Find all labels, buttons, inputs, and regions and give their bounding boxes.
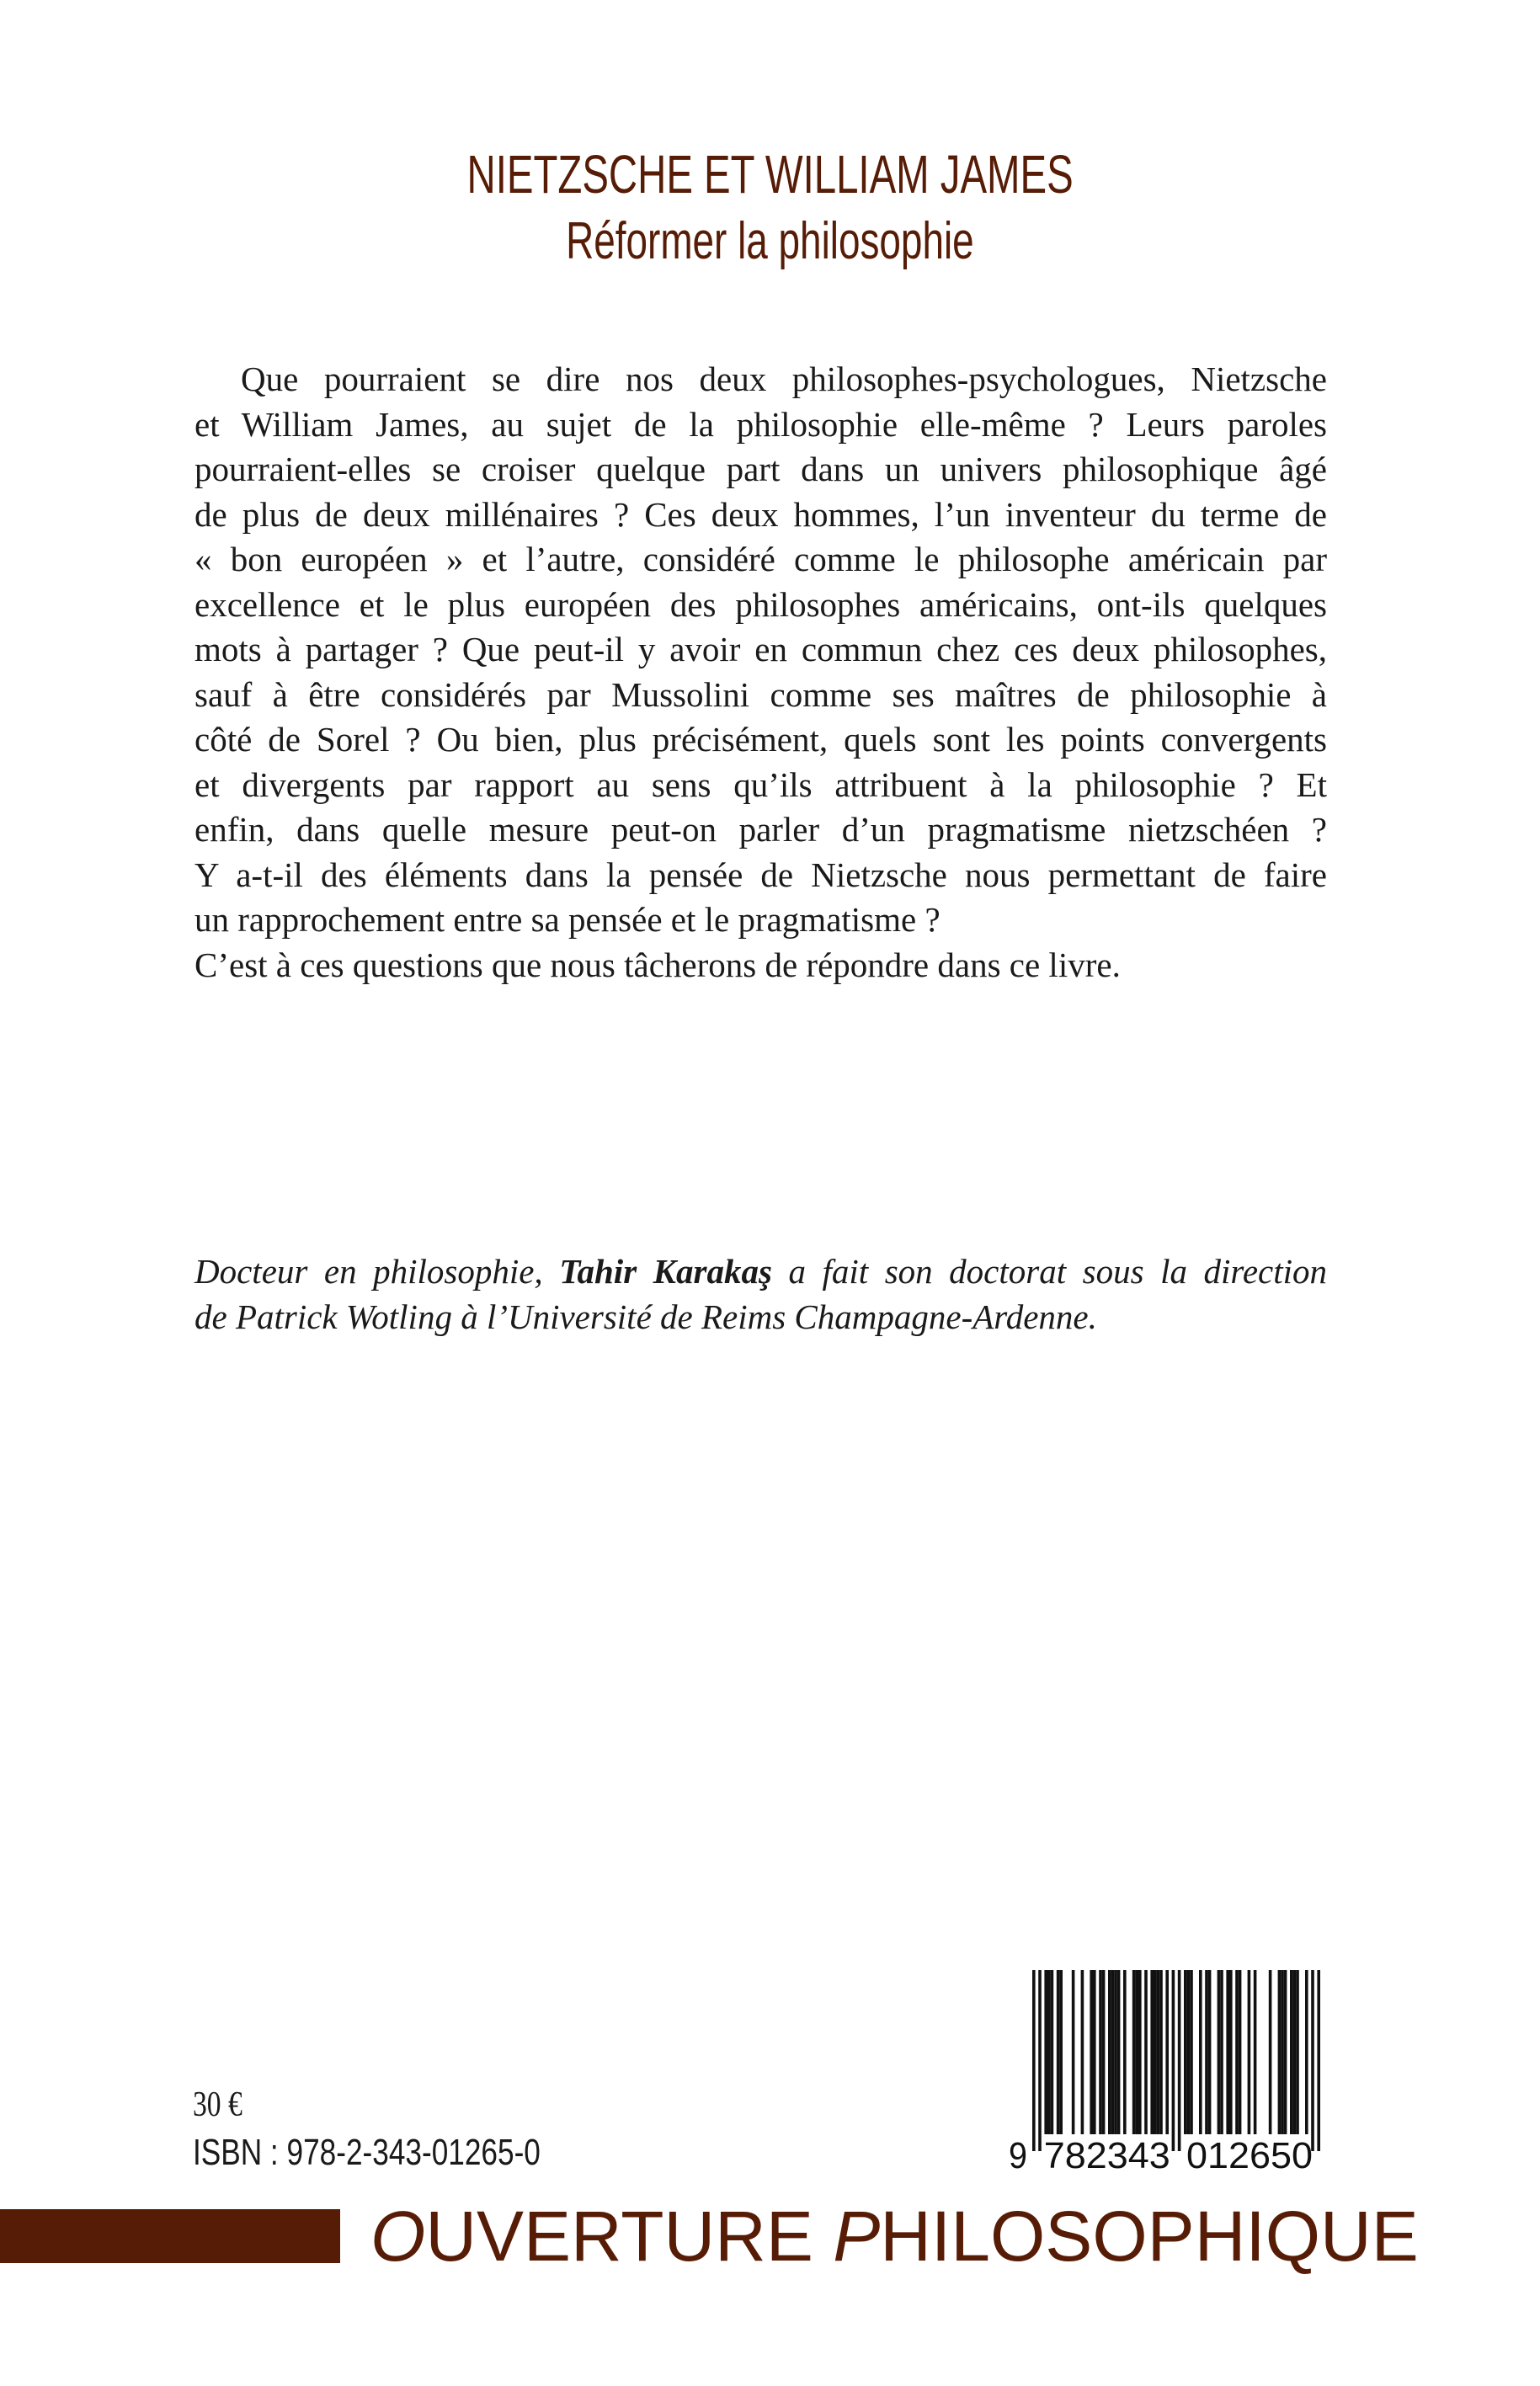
price-text: 30 € [193,2085,242,2124]
author-bio-line-1 [194,1249,1327,1295]
blurb-text [194,357,1327,988]
barcode-bar [1172,1970,1175,2151]
author-bio-rest: a fait son doctorat sous la direction [771,1252,1327,1291]
barcode-bar [1281,1970,1284,2134]
barcode-bar [1305,1970,1308,2134]
book-subtitle [0,212,1540,271]
barcode [1007,1970,1331,2172]
barcode-digits: 9 [1009,2135,1027,2172]
barcode-bar [1220,1970,1223,2134]
blurb-line: excellence et le plus européen des philosophes américains, ont-ils quelques [194,584,1327,624]
barcode-bar [1159,1970,1163,2134]
barcode-bar [1205,1970,1208,2134]
barcode-bar [1132,1970,1136,2134]
blurb-line: Que pourraient se dire nos deux philosophes-psychologues, Nietzsche [241,359,1327,398]
price [193,2085,255,2125]
barcode-bar [1117,1970,1121,2134]
barcode-bar [1108,1970,1111,2134]
barcode-bar [1150,1970,1154,2134]
author-bio-line-2: de Patrick Wotling à l’Université de Reims Champagne-Ardenne. [194,1297,1097,1336]
barcode-bar [1178,1970,1181,2151]
barcode-bar [1135,1970,1138,2134]
barcode-bar [1144,1970,1148,2134]
barcode-bar [1229,1970,1233,2134]
series-color-bar [0,2209,340,2263]
barcode-bar [1235,1970,1239,2134]
isbn [193,2132,627,2174]
barcode-bar [1293,1970,1297,2134]
barcode-bar [1296,1970,1299,2134]
barcode-bar [1057,1970,1060,2134]
series-word-2: PHILOSOPHIQUE [833,2197,1419,2276]
blurb-line: côté de Sorel ? Ou bien, plus précisément, quels sont les points convergents [194,720,1327,759]
barcode-digits: 782343 [1043,2135,1170,2172]
barcode-bar [1199,1970,1202,2134]
barcode-bar [1254,1970,1257,2134]
barcode-bar [1123,1970,1127,2134]
barcode-bar [1184,1970,1187,2134]
series-name [370,2194,1419,2278]
barcode-bar [1187,1970,1191,2134]
blurb-line: et divergents par rapport au sens qu’ils attribuent à la philosophie ? Et [194,764,1327,804]
barcode-bar [1226,1970,1229,2134]
barcode-digits: 012650 [1186,2135,1313,2172]
barcode-bar [1032,1970,1036,2151]
barcode-bar [1090,1970,1093,2134]
blurb-line: enfin, dans quelle mesure peut-on parler d’un pragmatisme nietzschéen ? [194,810,1327,849]
barcode-bar [1290,1970,1293,2134]
barcode-bar [1190,1970,1193,2134]
barcode-bar [1218,1970,1221,2134]
book-subtitle-text: Réformer la philosophie [566,212,974,270]
blurb-line: un rapprochement entre sa pensée et le pragmatisme ? [194,900,941,939]
barcode-bar [1102,1970,1106,2134]
blurb-line: C’est à ces questions que nous tâcherons de répondre dans ce livre. [194,945,1121,984]
barcode-bar [1317,1970,1320,2151]
barcode-bar [1278,1970,1282,2134]
barcode-bar [1114,1970,1117,2134]
author-bio [194,1249,1327,1339]
blurb-line: « bon européen » et l’autre, considéré comme le philosophe américain par [194,540,1327,578]
barcode-bar [1248,1970,1251,2134]
blurb-line: sauf à être considérés par Mussolini comme ses maîtres de philosophie à [194,674,1327,714]
blurb-line: et William James, au sujet de la philosophie elle-même ? Leurs paroles [194,404,1327,444]
barcode-bar [1138,1970,1142,2134]
book-title-text: NIETZSCHE ET WILLIAM JAMES [466,144,1074,205]
barcode-bar [1154,1970,1157,2134]
series-word-1: OUVERTURE [370,2197,813,2276]
barcode-bar [1311,1970,1314,2151]
barcode-bar [1111,1970,1115,2134]
barcode-bar [1072,1970,1075,2134]
blurb-line: de plus de deux millénaires ? Ces deux hommes, l’un inventeur du terme de [194,494,1327,534]
barcode-bar [1081,1970,1084,2134]
barcode-bar [1269,1970,1272,2134]
barcode-bar [1208,1970,1212,2134]
barcode-bar [1239,1970,1242,2134]
isbn-text: ISBN : 978-2-343-01265-0 [193,2132,541,2173]
barcode-bar [1093,1970,1096,2134]
barcode-bar [1047,1970,1051,2134]
book-title [0,145,1540,204]
barcode-bar [1044,1970,1047,2134]
barcode-bar [1284,1970,1287,2134]
blurb-line: pourraient-elles se croiser quelque part dans un univers philosophique âgé [194,450,1327,488]
barcode-bar [1165,1970,1169,2134]
barcode-bar [1051,1970,1054,2134]
barcode-bar [1157,1970,1160,2134]
barcode-bar [1059,1970,1063,2134]
author-name: Tahir Karakaş [559,1252,772,1291]
barcode-bar [1038,1970,1042,2151]
blurb-line: Y a-t-il des éléments dans la pensée de Nietzsche nous permettant de faire [194,855,1327,894]
author-bio-prefix: Docteur en philosophie, [194,1252,560,1291]
blurb-line: mots à partager ? Que peut-il y avoir en commun chez ces deux philosophes, [194,630,1327,668]
barcode-bar [1099,1970,1102,2134]
